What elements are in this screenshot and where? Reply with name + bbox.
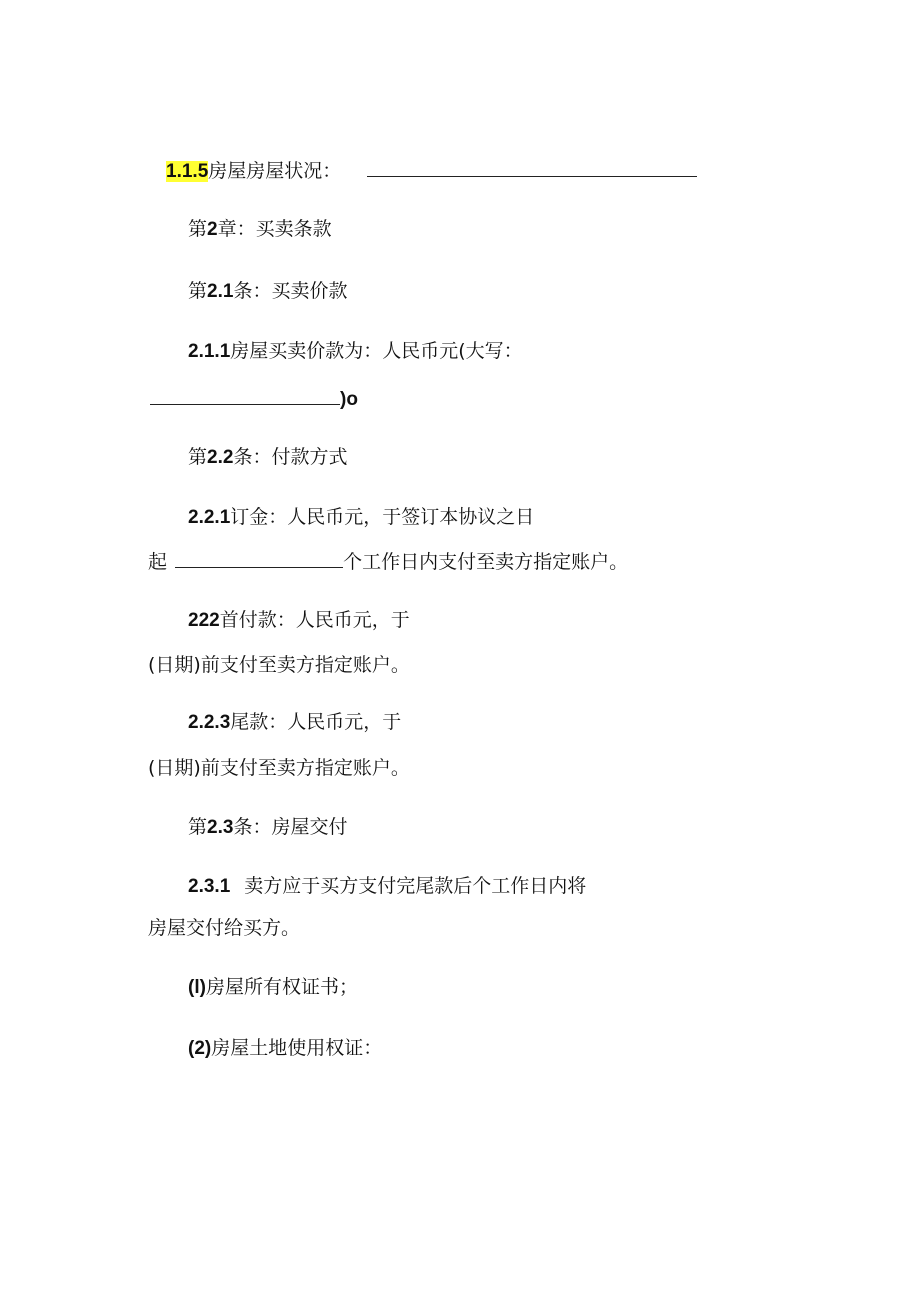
clause-number: 2.1.1 <box>188 341 231 362</box>
clause-2-2-2 <box>188 608 410 633</box>
clause-2-2-3 <box>188 710 401 735</box>
list-marker: (l) <box>188 977 206 998</box>
clause-text: 尾款：人民币元，于 <box>230 711 402 733</box>
clause-number: 2.2.1 <box>188 507 231 528</box>
clause-2-2-3-continuation: (日期)前支付至卖方指定账户。 <box>148 757 410 779</box>
clause-2-2-1-continuation: 起 个工作日内支付至卖方指定账户。 <box>148 551 629 573</box>
clause-2-1-1-continuation: )o <box>150 386 358 412</box>
fill-in-blank <box>367 158 697 177</box>
list-marker: (2) <box>188 1038 212 1059</box>
clause-text: 房屋房屋状况： <box>208 160 342 182</box>
clause-number: 2.2.3 <box>188 712 231 733</box>
clause-number: 222 <box>188 610 220 631</box>
clause-text: 首付款：人民币元，于 <box>219 609 410 631</box>
clause-2-1-1 <box>188 339 523 364</box>
clause-1-1-5 <box>166 158 697 184</box>
list-item-text: 房屋土地使用权证： <box>211 1037 383 1059</box>
clause-2-3-1 <box>188 874 586 899</box>
clause-text: 订金：人民币元，于签订本协议之日 <box>230 506 535 528</box>
clause-2-2-2-continuation: (日期)前支付至卖方指定账户。 <box>148 654 410 676</box>
clause-number: 2.3.1 <box>188 876 231 897</box>
chapter-2-heading: 第2章：买卖条款 <box>188 218 332 240</box>
clause-number: 1.1.5 <box>166 161 209 182</box>
clause-text: 卖方应于买方支付完尾款后个工作日内将 <box>244 875 587 897</box>
clause-2-2-1 <box>188 505 534 530</box>
clause-2-3-1-continuation: 房屋交付给买方。 <box>148 917 301 939</box>
fill-in-blank <box>175 549 343 568</box>
article-2-2-heading: 第2.2条：付款方式 <box>188 446 348 468</box>
fill-in-blank <box>150 386 340 405</box>
list-item-2 <box>188 1036 382 1061</box>
list-item-1 <box>188 975 358 1000</box>
list-item-text: 房屋所有权证书； <box>205 976 358 998</box>
clause-text: 房屋买卖价款为：人民币元(大写： <box>230 340 523 362</box>
article-2-3-heading: 第2.3条：房屋交付 <box>188 816 348 838</box>
article-2-1-heading: 第2.1条：买卖价款 <box>188 280 348 302</box>
